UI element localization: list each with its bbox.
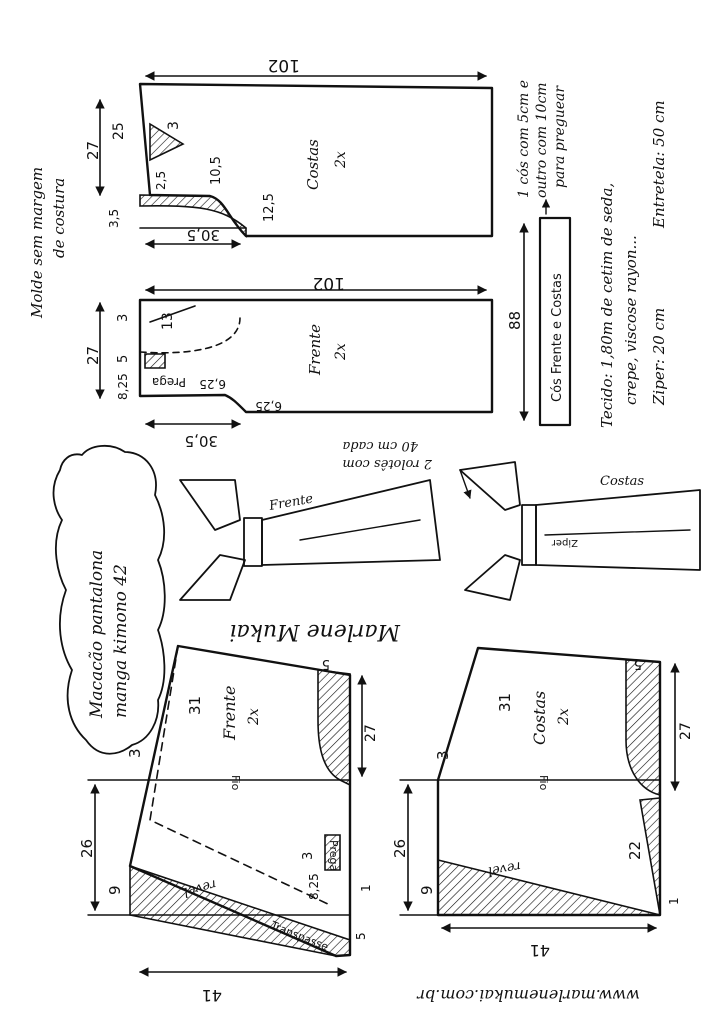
bodice-back-shoulder: 31: [496, 692, 514, 712]
note-costura: de costura: [50, 177, 68, 258]
bodice-back-one: 1: [667, 897, 681, 905]
bodice-front-pleat: 3: [301, 851, 316, 860]
trouser-back-piece: [84, 55, 492, 244]
bodice-back-neck: 3: [434, 750, 452, 760]
fabric-note-2: crepe, viscose rayon...: [622, 235, 640, 405]
bodice-back-piece: [391, 648, 694, 960]
front-legs: [262, 480, 440, 565]
bodice-front-five: 5: [354, 932, 368, 940]
bodice-front-prega: Prega: [327, 840, 340, 872]
pattern-title: [54, 446, 165, 754]
trouser-back-hem: 30,5: [186, 226, 220, 244]
bodice-back-dart: 22: [626, 840, 644, 860]
bodice-front-transpasse: Transpasse: [268, 918, 331, 954]
waistband-note-2: outro com 10cm: [534, 82, 550, 198]
trouser-back-side: 3,5: [107, 208, 121, 228]
ties-note-1: 2 rolotês com: [342, 456, 432, 471]
bodice-front-side: 26: [78, 838, 96, 858]
trouser-back-length: 102: [267, 55, 300, 75]
title-line-2: manga kimono 42: [111, 564, 131, 718]
bodice-back-hem-h: 9: [418, 885, 436, 895]
trouser-front-crotch-h: 6,25: [255, 399, 282, 413]
signature: Marlene Mukai: [229, 619, 400, 644]
back-sleeve-top: [460, 462, 520, 510]
notes-block: [506, 80, 668, 428]
zipper-tag: Ziper: [551, 537, 578, 548]
fabric-note-1: Tecido: 1,80m de cetim de seda,: [598, 182, 616, 428]
front-waistband: [244, 518, 262, 566]
bodice-back-facing-hatch: [438, 860, 660, 915]
bodice-front-pleat-w: 8,25: [307, 873, 321, 900]
bodice-front-width: 41: [201, 986, 222, 1005]
back-waistband: [522, 505, 536, 565]
interfacing-note: Entretela: 50 cm: [650, 100, 668, 228]
waistband-label: Cós Frente e Costas: [550, 273, 565, 402]
bodice-front-one: 1: [359, 884, 373, 892]
front-sleeve-bottom: [180, 555, 245, 600]
bodice-front-shoulder: 31: [186, 695, 204, 715]
zipper-note: Ziper: 20 cm: [650, 307, 668, 405]
bodice-front-fio: Fio: [229, 775, 242, 791]
bodice-front-wb-h: 27: [363, 724, 379, 742]
website-url: www.marlenemukai.com.br: [417, 986, 640, 1005]
trouser-front-crotch-w: 6,25: [199, 377, 226, 391]
back-sleeve-bottom: [465, 555, 520, 600]
trouser-front-hem: 30,5: [184, 432, 218, 450]
front-view-label: Frente: [268, 491, 315, 514]
bodice-front-revel: revel: [181, 876, 218, 900]
trouser-front-dart-len: 13: [160, 312, 176, 330]
jumpsuit-illustration: [180, 438, 700, 644]
trouser-back-dart-len: 25: [111, 122, 127, 140]
front-sleeve-top: [180, 480, 240, 530]
bodice-back-side: 26: [391, 838, 409, 858]
bodice-back-wb: 5: [633, 656, 642, 671]
trouser-back-dart-small: 2,5: [154, 170, 168, 190]
waistband-note-3: para preguear: [552, 85, 568, 188]
waistband-note-1: 1 cós com 5cm e: [516, 79, 532, 198]
bodice-back-wb-h: 27: [678, 722, 694, 740]
trouser-front-dart-w: 3: [116, 313, 131, 322]
waistband-len: 88: [506, 310, 524, 330]
bodice-back-waistband-hatch: [626, 660, 660, 795]
trouser-front-pleat: 5: [116, 354, 131, 363]
bodice-back-fio: Fio: [537, 775, 550, 791]
bodice-back-width: 41: [529, 941, 550, 960]
bodice-back-revel: revel: [486, 858, 522, 879]
trouser-back-dart-w: 3: [166, 121, 182, 130]
note-molde: Molde sem margem: [28, 166, 46, 318]
trouser-front-pleat-label: Prega: [151, 375, 186, 389]
ties-note-2: 40 cm cada: [342, 438, 418, 453]
trouser-front-length: 102: [312, 273, 345, 293]
trouser-front-label: Frente: [306, 323, 324, 375]
trouser-front-piece: [84, 273, 492, 450]
trouser-front-waist-h: 27: [84, 345, 102, 365]
seam-allowance-note: [28, 167, 68, 319]
trouser-front-pleat: [145, 354, 165, 368]
bodice-front-waistband-hatch: [318, 670, 350, 785]
trouser-back-label: Costas: [304, 139, 322, 190]
trouser-front-pleat-w: 8,25: [116, 373, 130, 400]
bodice-back-label: Costas: [530, 690, 549, 745]
trouser-back-crotch-w: 10,5: [209, 156, 224, 185]
bodice-front-hem-h: 9: [106, 885, 124, 895]
trouser-back-qty: 2x: [333, 151, 349, 168]
trouser-back-waist-h: 27: [84, 140, 102, 160]
back-view-label: Costas: [600, 474, 645, 489]
bodice-front-neck: 3: [126, 748, 144, 758]
bodice-front-label: Frente: [220, 685, 239, 740]
bodice-front-wb: 5: [321, 656, 330, 671]
bodice-front-qty: 2x: [246, 708, 262, 725]
trouser-back-crotch-h: 12,5: [262, 193, 277, 222]
title-line-1: Macacão pantalona: [87, 549, 107, 718]
trouser-front-qty: 2x: [333, 343, 349, 360]
bodice-back-qty: 2x: [556, 708, 572, 725]
